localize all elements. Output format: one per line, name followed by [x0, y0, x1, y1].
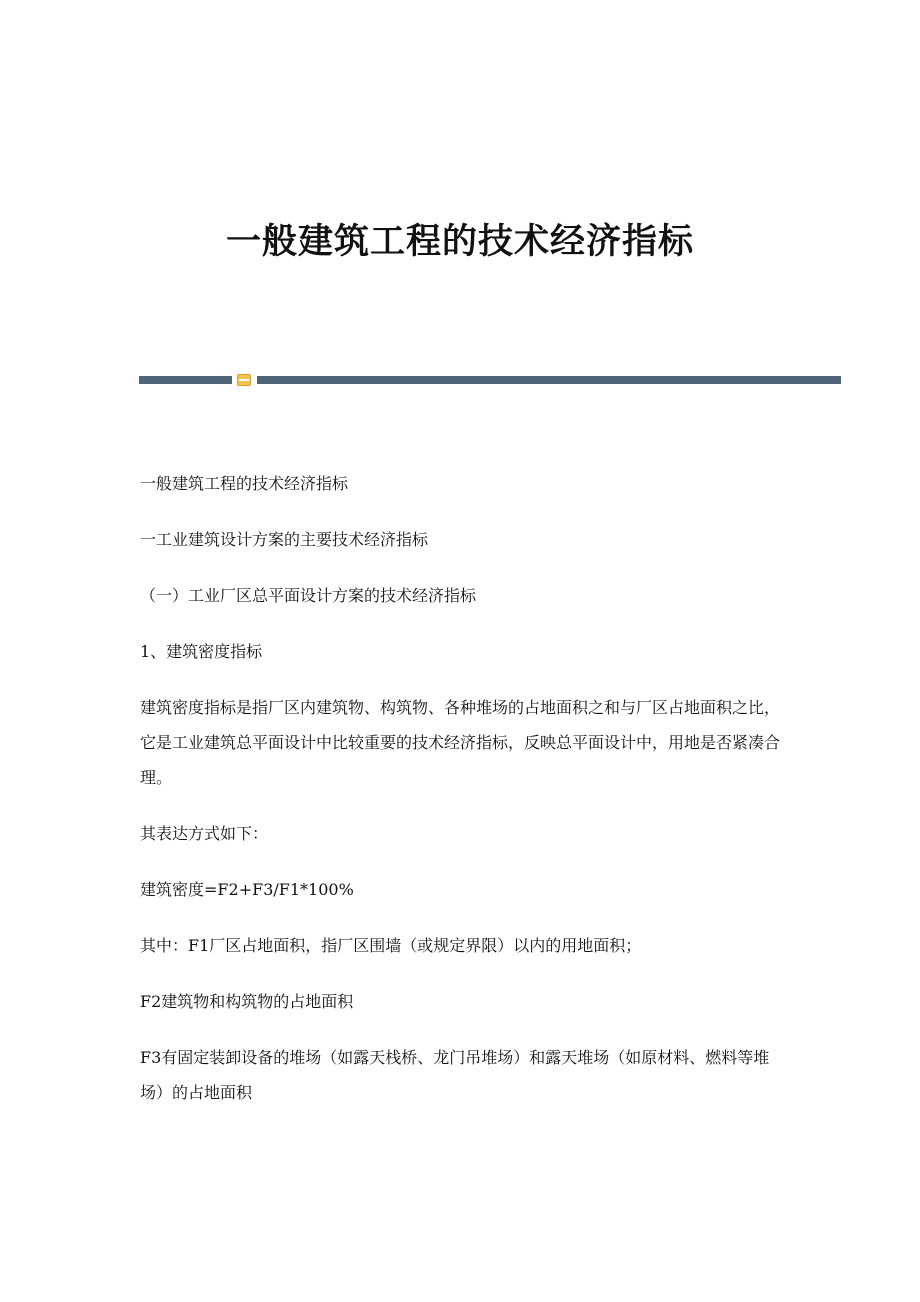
definition-line: F3有固定装卸设备的堆场（如露天栈桥、龙门吊堆场）和露天堆场（如原材料、燃料等堆场）的占地面积 [140, 1048, 770, 1102]
item-heading: 1、建筑密度指标 [140, 642, 263, 661]
document-badge-icon [237, 374, 251, 386]
subsection-heading: （一）工业厂区总平面设计方案的技术经济指标 [140, 586, 477, 605]
section-heading: 一工业建筑设计方案的主要技术经济指标 [140, 530, 429, 549]
definition-line: F2建筑物和构筑物的占地面积 [140, 992, 354, 1011]
title-divider [139, 374, 841, 386]
body-heading: 一般建筑工程的技术经济指标 [140, 474, 349, 493]
definition-line: 其中：F1厂区占地面积，指厂区围墙（或规定界限）以内的用地面积； [140, 936, 642, 955]
document-title: 一般建筑工程的技术经济指标 [225, 221, 694, 262]
body-paragraph: 建筑密度指标是指厂区内建筑物、构筑物、各种堆场的占地面积之和与厂区占地面积之比，它是工业建筑总平面设计中比较重要的技术经济指标，反映总平面设计中，用地是否紧凑合理。 [140, 698, 781, 787]
divider-bar-right [257, 376, 841, 384]
divider-bar-left [139, 376, 232, 384]
document-body [140, 466, 780, 1131]
body-paragraph: 其表达方式如下： [140, 824, 269, 843]
formula-line: 建筑密度=F2+F3/F1*100% [140, 880, 354, 899]
